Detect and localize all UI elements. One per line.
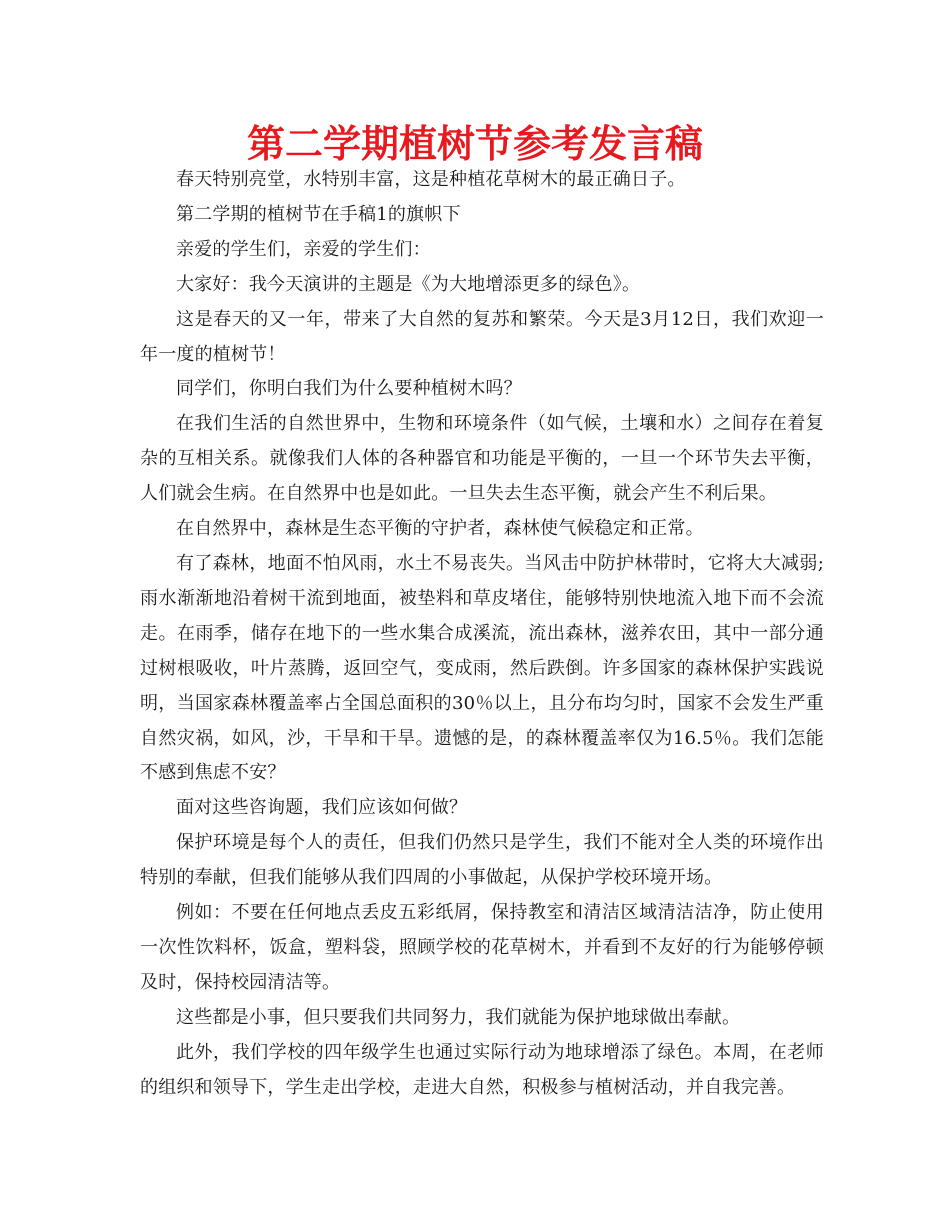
document-body	[140, 163, 824, 1105]
paragraph: 此外，我们学校的四年级学生也通过实际行动为地球增添了绿色。本周，在老师的组织和领导下，学生走出学校，走进大自然，积极参与植树活动，并自我完善。	[140, 1041, 824, 1098]
paragraph: 这些都是小事，但只要我们共同努力，我们就能为保护地球做出奉献。	[176, 1006, 741, 1028]
paragraph: 面对这些咨询题，我们应该如何做？	[176, 797, 468, 819]
paragraph: 同学们，你明白我们为什么要种植树木吗？	[176, 378, 522, 400]
paragraph: 这是春天的又一年，带来了大自然的复苏和繁荣。今天是3月12日，我们欢迎一年一度的植树节！	[140, 308, 824, 365]
paragraph: 大家好：我今天演讲的主题是《为大地增添更多的绿色》。	[176, 273, 641, 295]
paragraph: 第二学期的植树节在手稿1的旗帜下	[176, 203, 461, 225]
document-title: 第二学期植树节参考发言稿	[246, 121, 703, 166]
paragraph: 有了森林，地面不怕风雨，水土不易丧失。当风击中防护林带时，它将大大减弱;雨水渐渐地沿着树干流到地面，被垫料和草皮堵住，能够特别快地流入地下而不会流走。在雨季，储存在地下的一些水集合成溪流，流出森林，滋养农田，其中一部分通过树根吸收，叶片蒸腾，返回空气，变成雨，然后跌倒。许多国家的森林保护实践说明，当国家森林覆盖率占全国总面积的30％以上，且分布均匀时，国家不会发生严重自然灾祸，如风，沙，干旱和干旱。遗憾的是，的森林覆盖率仅为16.5％。我们怎能不感到焦虑不安？	[140, 552, 824, 784]
paragraph: 春天特别亮堂，水特别丰富，这是种植花草树木的最正确日子。	[176, 169, 686, 190]
paragraph: 例如：不要在任何地点丢皮五彩纸屑，保持教室和清洁区域清洁洁净，防止使用一次性饮料杯，饭盒，塑料袋，照顾学校的花草树木，并看到不友好的行为能够停顿及时，保持校园清洁等。	[140, 902, 824, 993]
paragraph: 亲爱的学生们，亲爱的学生们：	[176, 238, 431, 260]
paragraph: 在我们生活的自然世界中，生物和环境条件（如气候，土壤和水）之间存在着复杂的互相关系。就像我们人体的各种器官和功能是平衡的，一旦一个环节失去平衡，人们就会生病。在自然界中也是如此。一旦失去生态平衡，就会产生不利后果。	[140, 413, 824, 505]
paragraph: 保护环境是每个人的责任，但我们仍然只是学生，我们不能对全人类的环境作出特别的奉献，但我们能够从我们四周的小事做起，从保护学校环境开场。	[140, 832, 824, 889]
paragraph: 在自然界中，森林是生态平衡的守护者，森林使气候稳定和正常。	[176, 518, 704, 540]
